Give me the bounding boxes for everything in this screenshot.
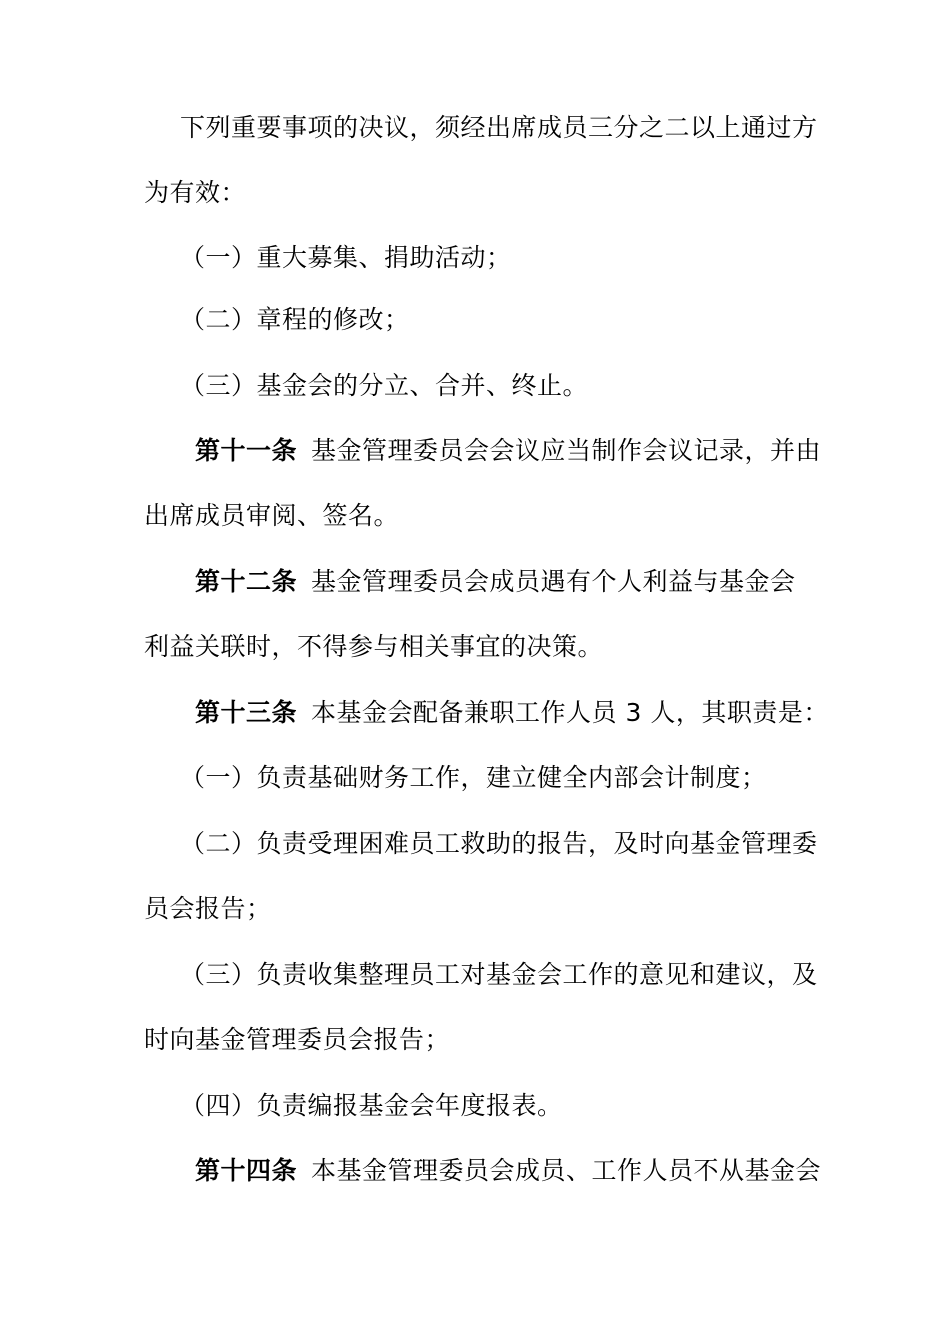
paragraph-line (144, 891, 824, 927)
list-item (180, 240, 860, 276)
paragraph-line (144, 1022, 824, 1058)
paragraph-line (144, 498, 824, 534)
line-text: （四）负责编报基金会年度报表。 (180, 1091, 563, 1120)
article-heading: 第十二条 (195, 567, 298, 596)
line-text: 基金管理委员会会议应当制作会议记录，并由 (311, 436, 822, 465)
list-item (180, 826, 860, 862)
list-item (180, 368, 860, 404)
article-14 (195, 1153, 875, 1189)
article-heading: 第十三条 (195, 698, 298, 727)
line-text: 本基金会配备兼职工作人员 3 人，其职责是： (311, 698, 829, 727)
line-text: 利益关联时，不得参与相关事宜的决策。 (144, 632, 604, 661)
line-text: 本基金管理委员会成员、工作人员不从基金会 (311, 1156, 822, 1185)
list-item (180, 957, 860, 993)
line-text: （三）基金会的分立、合并、终止。 (180, 371, 589, 400)
line-text: （二）章程的修改； (180, 305, 410, 334)
list-item (180, 760, 860, 796)
line-text: （二）负责受理困难员工救助的报告，及时向基金管理委 (180, 829, 818, 858)
line-text: （三）负责收集整理员工对基金会工作的意见和建议，及 (180, 960, 818, 989)
line-text: 下列重要事项的决议，须经出席成员三分之二以上通过方 (180, 113, 818, 142)
list-item (180, 1088, 860, 1124)
line-text: 时向基金管理委员会报告； (144, 1025, 451, 1054)
line-text: （一）负责基础财务工作，建立健全内部会计制度； (180, 763, 767, 792)
article-11 (195, 433, 875, 469)
paragraph-line (180, 110, 860, 146)
list-item (180, 302, 860, 338)
article-12 (195, 564, 875, 600)
paragraph-line (144, 629, 824, 665)
line-text: 基金管理委员会成员遇有个人利益与基金会 (311, 567, 796, 596)
line-text: 出席成员审阅、签名。 (144, 501, 400, 530)
article-heading: 第十一条 (195, 436, 298, 465)
line-text: （一）重大募集、捐助活动； (180, 243, 512, 272)
article-heading: 第十四条 (195, 1156, 298, 1185)
line-text: 员会报告； (144, 894, 272, 923)
line-text: 为有效： (144, 178, 247, 207)
paragraph-line (144, 175, 824, 211)
article-13 (195, 695, 875, 731)
